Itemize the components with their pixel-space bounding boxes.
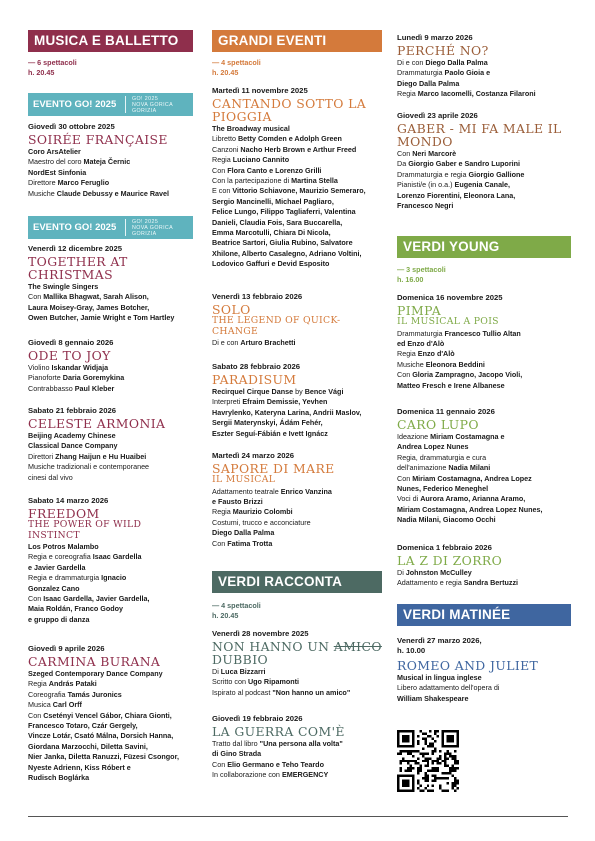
event-credits bbox=[28, 363, 196, 394]
credit-line: Xhilone, Alberto Casalegno, Adriano Voltini, bbox=[212, 248, 362, 258]
event-date: Giovedì 8 gennaio 2026 bbox=[28, 338, 114, 347]
event-title: ROMEO AND JULIET bbox=[397, 658, 539, 673]
credit-line: Con Csetényi Vencel Gábor, Chiara Gionti, bbox=[28, 710, 172, 720]
qr-code[interactable] bbox=[397, 730, 459, 792]
event-musica-1 bbox=[28, 244, 196, 324]
credit-line: cinesi dal vivo bbox=[28, 472, 73, 482]
credit-line: Con la partecipazione di Martina Stella bbox=[212, 176, 338, 186]
section-time-musica: h. 20.45 bbox=[28, 68, 55, 77]
event-date: Giovedì 19 febbraio 2026 bbox=[212, 714, 303, 723]
credit-line: Ideazione Miriam Costamagna e bbox=[397, 432, 505, 441]
credit-line: e Javier Gardella bbox=[28, 562, 86, 572]
credit-line: Matteo Fresch e Irene Albanese bbox=[397, 380, 505, 390]
credit-line: Nadia Milani, Giacomo Occhi bbox=[397, 515, 496, 525]
event-credits bbox=[212, 338, 382, 348]
credit-line: Los Potros Malambo bbox=[28, 542, 99, 551]
credit-line: Violino Iskandar Widjaja bbox=[28, 363, 109, 372]
credit-line: Adattamento e regia Sandra Bertuzzi bbox=[397, 578, 519, 588]
credit-line: Con Elio Germano e Teho Teardo bbox=[212, 759, 324, 769]
credit-line: Voci di Aurora Aramo, Arianna Aramo, bbox=[397, 494, 526, 504]
event-date: Venerdì 12 dicembre 2025 bbox=[28, 244, 123, 253]
credit-line: di Gino Strada bbox=[212, 749, 262, 759]
event-musica-5 bbox=[28, 644, 196, 783]
event-grandi-3 bbox=[212, 451, 382, 549]
event-title: ODE TO JOY bbox=[28, 348, 111, 363]
credit-line: Libretto Betty Comden e Adolph Green bbox=[212, 134, 342, 144]
credit-line: Drammaturgia Paolo Gioia e bbox=[397, 68, 491, 78]
event-date: Lunedì 9 marzo 2026 bbox=[397, 33, 473, 42]
credit-line: E con Vittorio Schiavone, Maurizio Semeraro, bbox=[212, 186, 366, 196]
section-time-grandi: h. 20.45 bbox=[212, 68, 239, 77]
credit-line: Direttore Marco Feruglio bbox=[28, 178, 110, 188]
credit-line: Con Isaac Gardella, Javier Gardella, bbox=[28, 594, 150, 604]
event-col3-1 bbox=[397, 111, 569, 211]
section-count-young: — 3 spettacoli bbox=[397, 265, 446, 274]
credit-line: Nyeste Adrienn, Kiss Róbert e bbox=[28, 762, 131, 772]
credit-line: Regia Enzo d'Alò bbox=[397, 349, 455, 359]
credit-line: Lorenzo Fiorentini, Eleonora Lana, bbox=[397, 190, 516, 200]
event-title: CARMINA BURANA bbox=[28, 654, 161, 669]
event-credits bbox=[397, 149, 569, 211]
credit-line: Emma Marcotulli, Chiara Di Nicola, bbox=[212, 228, 331, 238]
section-count-grandi: — 4 spettacoli bbox=[212, 58, 261, 67]
event-title: CELESTE ARMONIA bbox=[28, 416, 166, 431]
credit-line: Andrea Lopez Nunes bbox=[397, 442, 469, 452]
event-credits bbox=[28, 147, 196, 199]
credit-line: Eszter Seguí-Fábián e Ivett Ignácz bbox=[212, 428, 328, 438]
event-credits bbox=[212, 387, 382, 439]
event-title: LA GUERRA COM'È bbox=[212, 724, 345, 739]
go-badge bbox=[28, 216, 193, 239]
event-date: Giovedì 9 aprile 2026 bbox=[28, 644, 105, 653]
credit-line: Szeged Contemporary Dance Company bbox=[28, 669, 163, 678]
credit-line: Nunes, Federico Meneghel bbox=[397, 484, 489, 494]
event-musica-3 bbox=[28, 406, 196, 483]
credit-line: Musical in lingua inglese bbox=[397, 673, 482, 682]
credit-line: Di Luca Bizzarri bbox=[212, 667, 266, 676]
event-racconta-1 bbox=[212, 714, 382, 781]
credit-line: Musiche tradizionali e contemporanee bbox=[28, 462, 150, 472]
credit-line: Direttori Zhang Haijun e Hu Huaibei bbox=[28, 451, 147, 461]
credit-line: Drammaturgia Francesco Tullio Altan bbox=[397, 328, 521, 338]
section-count-musica: — 6 spettacoli bbox=[28, 58, 77, 67]
credit-line: Musica Carl Orff bbox=[28, 700, 82, 710]
event-credits bbox=[212, 739, 382, 781]
go-badge-divider bbox=[125, 219, 126, 236]
event-title: SOLO bbox=[212, 302, 251, 317]
event-date: Sabato 28 febbraio 2026 bbox=[212, 362, 301, 371]
credit-line: Tratto dal libro "Una persona alla volta" bbox=[212, 739, 343, 748]
credit-line: Musiche Eleonora Beddini bbox=[397, 359, 485, 369]
credit-line: Regia, drammaturgia e cura bbox=[397, 452, 487, 462]
event-title: PIMPA bbox=[397, 303, 442, 318]
event-credits bbox=[397, 329, 569, 391]
go-logo: GO! 2025 NOVA GORICA GORIZIA bbox=[132, 219, 174, 237]
credit-line: Maestro del coro Mateja Černic bbox=[28, 157, 131, 167]
event-young-2 bbox=[397, 543, 569, 589]
credit-line: NordEst Sinfonia bbox=[28, 167, 87, 177]
credit-line: Da Giorgio Gaber e Sandro Luporini bbox=[397, 159, 521, 169]
event-racconta-0 bbox=[212, 629, 382, 698]
section-time-young: h. 16.00 bbox=[397, 275, 424, 284]
credit-line: Classical Dance Company bbox=[28, 441, 118, 451]
credit-line: Lodovico Gaffuri e Devid Esposito bbox=[212, 259, 330, 269]
credit-line: Recirquel Cirque Danse by Bence Vági bbox=[212, 387, 344, 396]
credit-line: Regia András Pataki bbox=[28, 679, 97, 689]
go-badge-label: EVENTO GO! 2025 bbox=[33, 99, 117, 110]
go-badge-divider bbox=[125, 96, 126, 113]
credit-line: Regia e drammaturgia Ignacio bbox=[28, 573, 127, 583]
credit-line: Di e con Arturo Brachetti bbox=[212, 338, 296, 347]
credit-line: Laura Moisey-Gray, James Botcher, bbox=[28, 302, 150, 312]
credit-line: Sergii Materynskyi, Ádám Fehér, bbox=[212, 418, 323, 428]
footer-divider bbox=[28, 816, 568, 817]
go-badge bbox=[28, 93, 193, 116]
credit-line: Felice Lungo, Filippo Tagliaferri, Valentina bbox=[212, 207, 356, 217]
credit-line: Con Gloria Zampragno, Jacopo Violi, bbox=[397, 370, 523, 380]
event-credits bbox=[28, 669, 196, 783]
credit-line: Owen Butcher, Jamie Wright e Tom Hartley bbox=[28, 313, 175, 323]
credit-line: Scritto con Ugo Ripamonti bbox=[212, 677, 300, 687]
section-time-racconta: h. 20.45 bbox=[212, 611, 239, 620]
event-title: CARO LUPO bbox=[397, 417, 479, 432]
event-title: NON HANNO UN AMICO DUBBIO bbox=[212, 639, 382, 667]
event-date: Venerdì 27 marzo 2026, bbox=[397, 636, 482, 645]
credit-line: William Shakespeare bbox=[397, 693, 469, 703]
credit-line: dell'animazione Nadia Milani bbox=[397, 463, 491, 473]
event-credits bbox=[28, 431, 196, 483]
event-credits bbox=[212, 124, 382, 270]
event-grandi-2 bbox=[212, 362, 382, 439]
credit-line: Regia e coreografia Isaac Gardella bbox=[28, 552, 142, 562]
event-title: SOIRÉE FRANÇAISE bbox=[28, 132, 168, 147]
event-credits bbox=[397, 568, 569, 589]
event-credits bbox=[397, 432, 569, 526]
credit-line: Con Mallika Bhagwat, Sarah Alison, bbox=[28, 292, 149, 302]
credit-line: Regia Luciano Cannito bbox=[212, 155, 290, 165]
credit-line: Danieli, Claudia Fois, Sara Buccarella, bbox=[212, 217, 343, 227]
credit-line: Sergio Mancinelli, Michael Pagliaro, bbox=[212, 196, 334, 206]
credit-line: Nier Janka, Diletta Ranuzzi, Füzesi Csongor, bbox=[28, 752, 179, 762]
credit-line: ed Enzo d'Alò bbox=[397, 338, 445, 348]
event-credits bbox=[212, 487, 382, 549]
credit-line: Havrylenko, Kateryna Larina, Andrii Maslov, bbox=[212, 407, 362, 417]
event-musica-2 bbox=[28, 338, 196, 394]
credit-line: Regia Marco Iacomelli, Costanza Filaroni bbox=[397, 89, 536, 99]
credit-line: Musiche Claude Debussy e Maurice Ravel bbox=[28, 188, 170, 198]
event-col3-0 bbox=[397, 33, 569, 100]
event-date: Martedì 11 novembre 2025 bbox=[212, 86, 308, 95]
credit-line: Diego Dalla Palma bbox=[397, 78, 460, 88]
event-title: TOGETHER AT CHRISTMAS bbox=[28, 254, 128, 282]
event-credits bbox=[28, 542, 196, 625]
event-title: GABER - MI FA MALE IL MONDO bbox=[397, 121, 562, 149]
credit-line: Di e con Diego Dalla Palma bbox=[397, 58, 488, 67]
credit-line: The Broadway musical bbox=[212, 124, 290, 133]
credit-line: Gonzalez Cano bbox=[28, 583, 80, 593]
event-credits bbox=[28, 282, 196, 324]
event-musica-0 bbox=[28, 122, 196, 199]
credit-line: Rudisch Boglárka bbox=[28, 773, 90, 783]
event-young-0 bbox=[397, 293, 569, 391]
event-date: Giovedì 30 ottobre 2025 bbox=[28, 122, 115, 131]
credit-line: Costumi, trucco e acconciature bbox=[212, 517, 311, 527]
event-subtitle: THE LEGEND OF QUICK-CHANGE bbox=[212, 315, 341, 337]
go-logo: GO! 2025 NOVA GORICA GORIZIA bbox=[132, 96, 174, 114]
section-header-matinee: VERDI MATINÉE bbox=[397, 604, 571, 626]
credit-line: e Fausto Brizzi bbox=[212, 496, 263, 506]
credit-line: Con Neri Marcorè bbox=[397, 149, 457, 158]
event-young-1 bbox=[397, 407, 569, 526]
credit-line: Libero adattamento dell'opera di bbox=[397, 683, 500, 693]
event-title: PARADISUM bbox=[212, 372, 297, 387]
event-title: FREEDOM bbox=[28, 506, 100, 521]
event-date: Sabato 14 marzo 2026 bbox=[28, 496, 109, 505]
section-header-grandi: GRANDI EVENTI bbox=[212, 30, 382, 52]
credit-line: Regia Maurizio Colombi bbox=[212, 507, 293, 517]
section-header-young: VERDI YOUNG bbox=[397, 236, 571, 258]
credit-line: Pianisti/e (in o.a.) Eugenia Canale, bbox=[397, 180, 511, 190]
credit-line: Coreografia Tamás Juronics bbox=[28, 689, 122, 699]
credit-line: Con Flora Canto e Lorenzo Grilli bbox=[212, 165, 322, 175]
credit-line: Canzoni Nacho Herb Brown e Arthur Freed bbox=[212, 144, 357, 154]
credit-line: Con Fatima Trotta bbox=[212, 538, 273, 548]
credit-line: Giordana Marzocchi, Diletta Savini, bbox=[28, 741, 148, 751]
credit-line: Vincze Lotár, Csató Málna, Dorsich Hanna, bbox=[28, 731, 174, 741]
event-credits bbox=[212, 667, 382, 698]
event-musica-4 bbox=[28, 496, 196, 625]
event-date: Domenica 11 gennaio 2026 bbox=[397, 407, 495, 416]
event-date: Giovedì 23 aprile 2026 bbox=[397, 111, 478, 120]
event-title: LA Z DI ZORRO bbox=[397, 553, 503, 568]
event-date: Sabato 21 febbraio 2026 bbox=[28, 406, 117, 415]
event-subtitle: THE POWER OF WILD INSTINCT bbox=[28, 519, 142, 541]
event-date: Domenica 16 novembre 2025 bbox=[397, 293, 503, 302]
event-date: Martedì 24 marzo 2026 bbox=[212, 451, 295, 460]
section-count-racconta: — 4 spettacoli bbox=[212, 601, 261, 610]
event-date: Venerdì 13 febbraio 2026 bbox=[212, 292, 303, 301]
credit-line: Beijing Academy Chinese bbox=[28, 431, 116, 440]
credit-line: Miriam Costamagna, Andrea Lopez Nunes, bbox=[397, 504, 543, 514]
event-credits bbox=[397, 673, 569, 704]
credit-line: Francesco Totaro, Czár Gergely, bbox=[28, 721, 138, 731]
go-badge-label: EVENTO GO! 2025 bbox=[33, 222, 117, 233]
event-matinee bbox=[397, 636, 569, 704]
credit-line: Ispirato al podcast "Non hanno un amico" bbox=[212, 687, 351, 697]
credit-line: Francesco Negri bbox=[397, 201, 454, 211]
event-title: CANTANDO SOTTO LA PIOGGIA bbox=[212, 96, 367, 124]
credit-line: Interpreti Efraim Demissie, Yevhen bbox=[212, 397, 328, 407]
event-date: Venerdì 28 novembre 2025 bbox=[212, 629, 309, 638]
event-subtitle: IL MUSICAL A POIS bbox=[397, 316, 499, 327]
credit-line: Adattamento teatrale Enrico Vanzina bbox=[212, 486, 332, 496]
credit-line: Contrabbasso Paul Kleber bbox=[28, 383, 115, 393]
event-grandi-1 bbox=[212, 292, 382, 348]
credit-line: Diego Dalla Palma bbox=[212, 528, 275, 538]
credit-line: In collaborazione con EMERGENCY bbox=[212, 770, 329, 780]
credit-line: e gruppo di danza bbox=[28, 614, 90, 624]
event-credits bbox=[397, 58, 569, 100]
credit-line: Maia Roldán, Franco Godoy bbox=[28, 604, 124, 614]
credit-line: The Swingle Singers bbox=[28, 282, 99, 291]
event-title: PERCHÉ NO? bbox=[397, 43, 489, 58]
credit-line: Con Miriam Costamagna, Andrea Lopez bbox=[397, 473, 532, 483]
event-title: SAPORE DI MARE bbox=[212, 461, 335, 476]
credit-line: Di Johnston McCulley bbox=[397, 568, 472, 577]
section-header-racconta: VERDI RACCONTA bbox=[212, 571, 382, 593]
event-subtitle: IL MUSICAL bbox=[212, 474, 276, 485]
credit-line: Pianoforte Daria Goremykina bbox=[28, 373, 125, 383]
credit-line: Beatrice Sartori, Giulia Rubino, Salvatore bbox=[212, 238, 353, 248]
event-time: h. 10.00 bbox=[397, 646, 426, 655]
credit-line: Drammaturgia e regia Giorgio Gallione bbox=[397, 169, 525, 179]
event-date: Domenica 1 febbraio 2026 bbox=[397, 543, 492, 552]
credit-line: Coro ArsAtelier bbox=[28, 147, 81, 156]
event-grandi-0 bbox=[212, 86, 382, 270]
section-header-musica: MUSICA E BALLETTO bbox=[28, 30, 193, 52]
